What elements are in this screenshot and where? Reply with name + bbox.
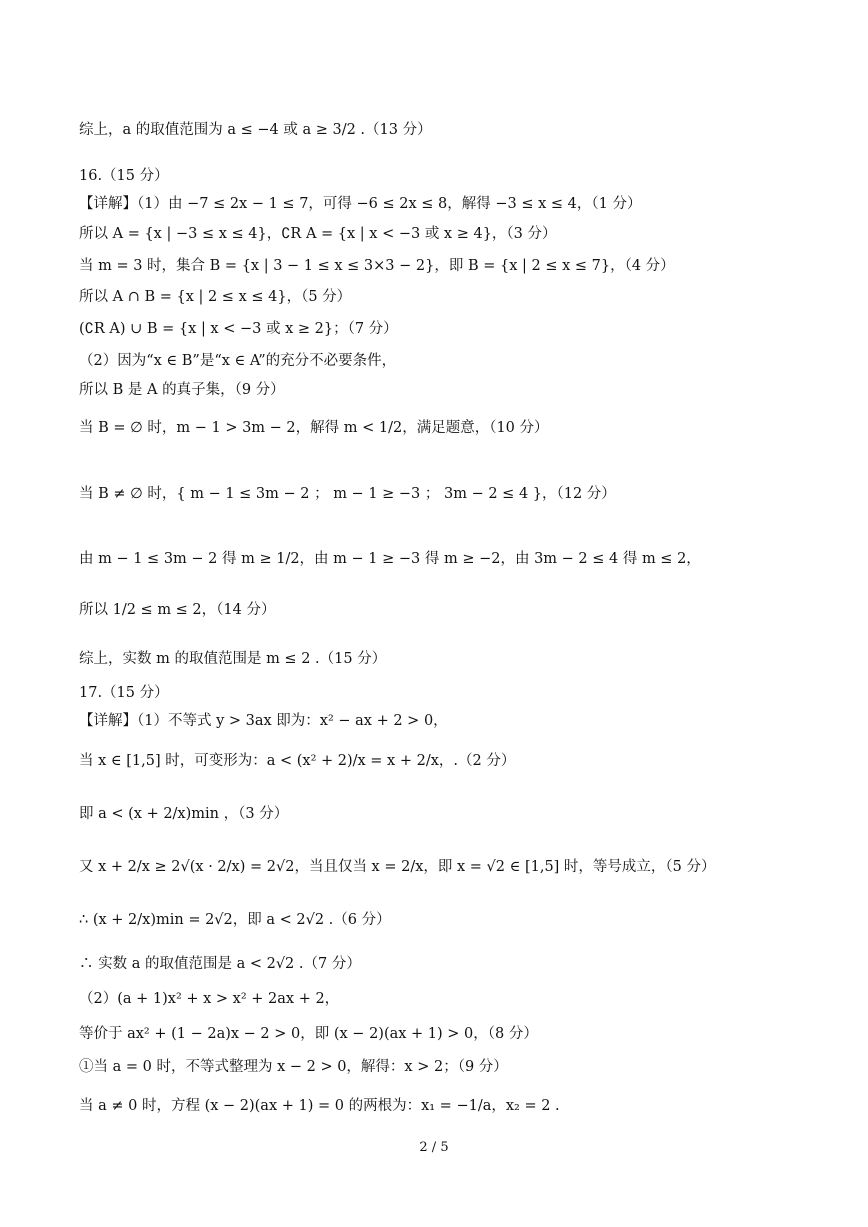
text-line: (∁R A) ∪ B = {x | x < −3 或 x ≥ 2}；（7 分） xyxy=(79,321,398,337)
text-line: 由 m − 1 ≤ 3m − 2 得 m ≥ 1/2，由 m − 1 ≥ −3 得 m ≥ −2，由 3m − 2 ≤ 4 得 m ≤ 2， xyxy=(79,551,701,567)
text-line: ①当 a = 0 时，不等式整理为 x − 2 > 0，解得：x > 2；（9 分） xyxy=(79,1059,508,1075)
text-line: 【详解】（1）不等式 y > 3ax 即为：x² − ax + 2 > 0， xyxy=(79,713,448,729)
text-line: 当 x ∈ [1,5] 时，可变形为：a < (x² + 2)/x = x + 2/x，.（2 分） xyxy=(79,753,516,769)
text-line: 所以 1/2 ≤ m ≤ 2，（14 分） xyxy=(79,602,276,618)
text-line: 当 a ≠ 0 时，方程 (x − 2)(ax + 1) = 0 的两根为：x₁ = −1/a，x₂ = 2 . xyxy=(79,1098,560,1114)
text-line: 当 B ≠ ∅ 时，{ m − 1 ≤ 3m − 2 ； m − 1 ≥ −3 ； 3m − 2 ≤ 4 }，（12 分） xyxy=(79,486,616,502)
text-line: （2）(a + 1)x² + x > x² + 2ax + 2， xyxy=(79,991,340,1007)
text-line: 【详解】（1）由 −7 ≤ 2x − 1 ≤ 7，可得 −6 ≤ 2x ≤ 8，解得 −3 ≤ x ≤ 4，（1 分） xyxy=(79,196,642,212)
text-line: 即 a < (x + 2/x)min ，（3 分） xyxy=(79,806,289,822)
text-line: 当 m = 3 时，集合 B = {x | 3 − 1 ≤ x ≤ 3×3 − 2}，即 B = {x | 2 ≤ x ≤ 7}，（4 分） xyxy=(79,258,675,274)
text-line: 综上，实数 m 的取值范围是 m ≤ 2 .（15 分） xyxy=(79,651,387,667)
text-line: ∴ 实数 a 的取值范围是 a < 2√2 .（7 分） xyxy=(79,956,361,972)
text-line: ∴ (x + 2/x)min = 2√2，即 a < 2√2 .（6 分） xyxy=(79,912,391,928)
page-number: 2 / 5 xyxy=(419,1140,449,1155)
question-17-heading: 17.（15 分） xyxy=(79,685,169,701)
text-line: 当 B = ∅ 时，m − 1 > 3m − 2，解得 m < 1/2，满足题意，（10 分） xyxy=(79,420,549,436)
text-line: 等价于 ax² + (1 − 2a)x − 2 > 0，即 (x − 2)(ax + 1) > 0，（8 分） xyxy=(79,1026,538,1042)
text-line: （2）因为“x ∈ B”是“x ∈ A”的充分不必要条件， xyxy=(79,353,397,369)
question-16-heading: 16.（15 分） xyxy=(79,168,169,184)
text-line: 又 x + 2/x ≥ 2√(x · 2/x) = 2√2，当且仅当 x = 2/x，即 x = √2 ∈ [1,5] 时，等号成立，（5 分） xyxy=(79,859,716,875)
text-line: 所以 A = {x | −3 ≤ x ≤ 4}，∁R A = {x | x < −3 或 x ≥ 4}，（3 分） xyxy=(79,226,557,242)
text-line: 综上，a 的取值范围为 a ≤ −4 或 a ≥ 3/2 .（13 分） xyxy=(79,122,432,138)
text-line: 所以 B 是 A 的真子集，（9 分） xyxy=(79,382,285,398)
text-line: 所以 A ∩ B = {x | 2 ≤ x ≤ 4}，（5 分） xyxy=(79,289,352,305)
